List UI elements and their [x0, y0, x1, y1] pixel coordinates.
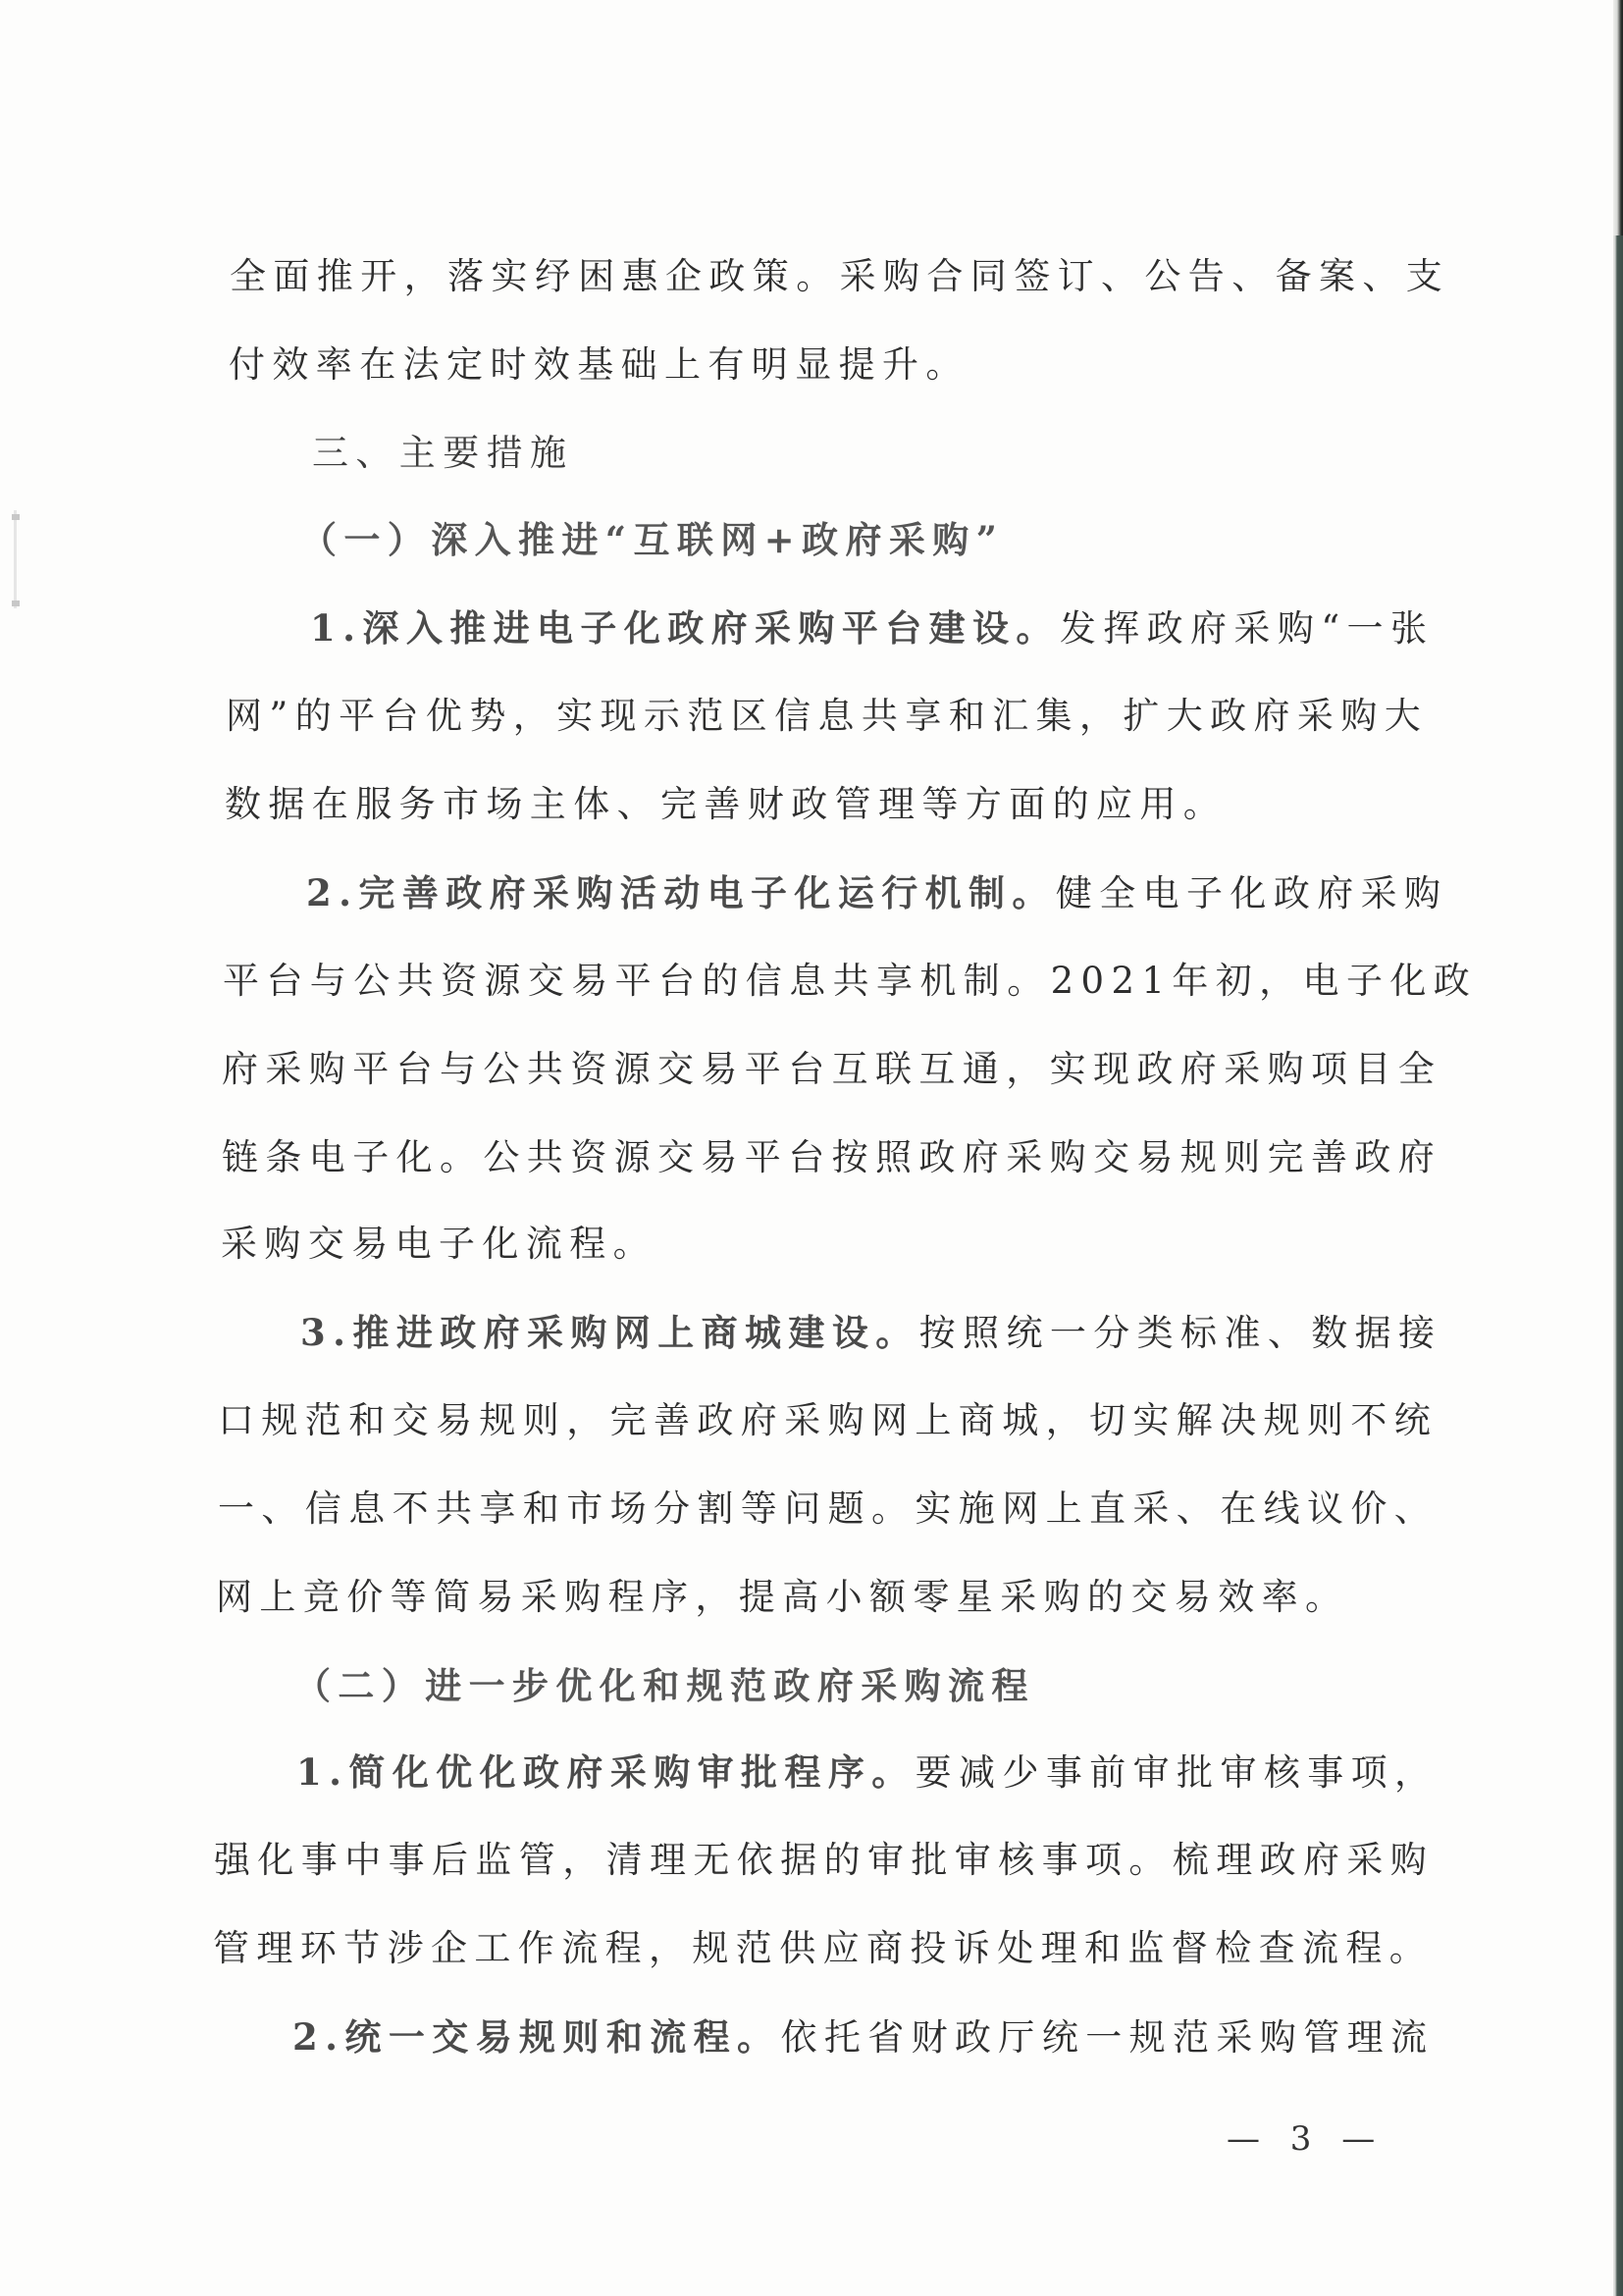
line-text: 按照统一分类标准、数据接 — [918, 1312, 1442, 1354]
line-text: 健全电子化政府采购 — [1055, 872, 1448, 914]
line-text: 全面推开，落实纾困惠企政策。采购合同签订、公告、备案、支 — [230, 255, 1450, 297]
line-text: 平台与公共资源交易平台的信息共享机制。2021年初，电子化政 — [223, 960, 1478, 1002]
line-text: 采购交易电子化流程。 — [221, 1223, 656, 1265]
paragraph-line — [300, 1311, 1441, 1355]
item-title: 1.深入推进电子化政府采购平台建设。 — [310, 606, 1060, 650]
line-text: 网上竞价等简易采购程序，提高小额零星采购的交易效率。 — [216, 1576, 1349, 1618]
paragraph-line — [222, 1136, 1441, 1179]
page-number: — 3 — — [1227, 2119, 1386, 2159]
scan-edge-top — [1613, 0, 1623, 235]
paragraph-line — [223, 960, 1477, 1003]
paragraph-line — [306, 871, 1447, 915]
scan-edge-shadow — [1613, 0, 1623, 2296]
paragraph-line — [218, 1399, 1438, 1442]
line-text: 付效率在法定时效基础上有明显提升。 — [229, 343, 969, 386]
paragraph-line — [222, 1048, 1441, 1091]
item-title: 2.统一交易规则和流程。 — [292, 2015, 781, 2059]
line-text: 依托省财政厅统一规范采购管理流 — [780, 2016, 1435, 2059]
line-text: 数据在服务市场主体、完善财政管理等方面的应用。 — [225, 783, 1228, 825]
paragraph-line — [221, 1223, 656, 1266]
paragraph-line — [214, 1839, 1434, 1882]
subheading-text: （二）进一步优化和规范政府采购流程 — [294, 1664, 1035, 1707]
item-title: 2.完善政府采购活动电子化运行机制。 — [306, 871, 1056, 914]
line-text: 一、信息不共享和市场分割等问题。实施网上直采、在线议价、 — [218, 1487, 1439, 1530]
paragraph-line — [296, 1750, 1438, 1795]
line-text: 管理环节涉企工作流程，规范供应商投诉处理和监督检查流程。 — [213, 1927, 1434, 1969]
paragraph-line — [213, 1927, 1433, 1970]
item-title: 1.简化优化政府采购审批程序。 — [296, 1750, 916, 1794]
binding-mark — [14, 510, 17, 608]
paragraph-line — [226, 695, 1428, 738]
heading-text: 三、主要措施 — [312, 432, 574, 474]
paragraph-line — [292, 2015, 1434, 2060]
paragraph-line — [218, 1487, 1438, 1531]
paragraph-line — [230, 255, 1449, 298]
binding-mark-bottom — [12, 600, 20, 606]
line-text: 口规范和交易规则，完善政府采购网上商城，切实解决规则不统 — [218, 1399, 1439, 1441]
line-text: 要减少事前审批审核事项， — [915, 1751, 1439, 1794]
line-text: 发挥政府采购“一张 — [1059, 607, 1435, 650]
line-text: 强化事中事后监管，清理无依据的审批审核事项。梳理政府采购 — [214, 1839, 1435, 1881]
paragraph-line — [310, 606, 1434, 651]
subsection-heading — [300, 518, 1004, 561]
section-heading — [312, 432, 573, 475]
line-text: 网”的平台优势，实现示范区信息共享和汇集，扩大政府采购大 — [226, 695, 1429, 737]
subsection-heading — [294, 1664, 1035, 1707]
line-text: 链条电子化。公共资源交易平台按照政府采购交易规则完善政府 — [222, 1136, 1442, 1178]
subheading-text: （一）深入推进“互联网+政府采购” — [300, 518, 1005, 561]
item-title: 3.推进政府采购网上商城建设。 — [300, 1311, 919, 1354]
line-text: 府采购平台与公共资源交易平台互联互通，实现政府采购项目全 — [222, 1048, 1442, 1090]
paragraph-line — [229, 343, 969, 387]
binding-mark-top — [12, 514, 20, 520]
paragraph-line — [225, 783, 1227, 826]
paragraph-line — [216, 1576, 1348, 1619]
